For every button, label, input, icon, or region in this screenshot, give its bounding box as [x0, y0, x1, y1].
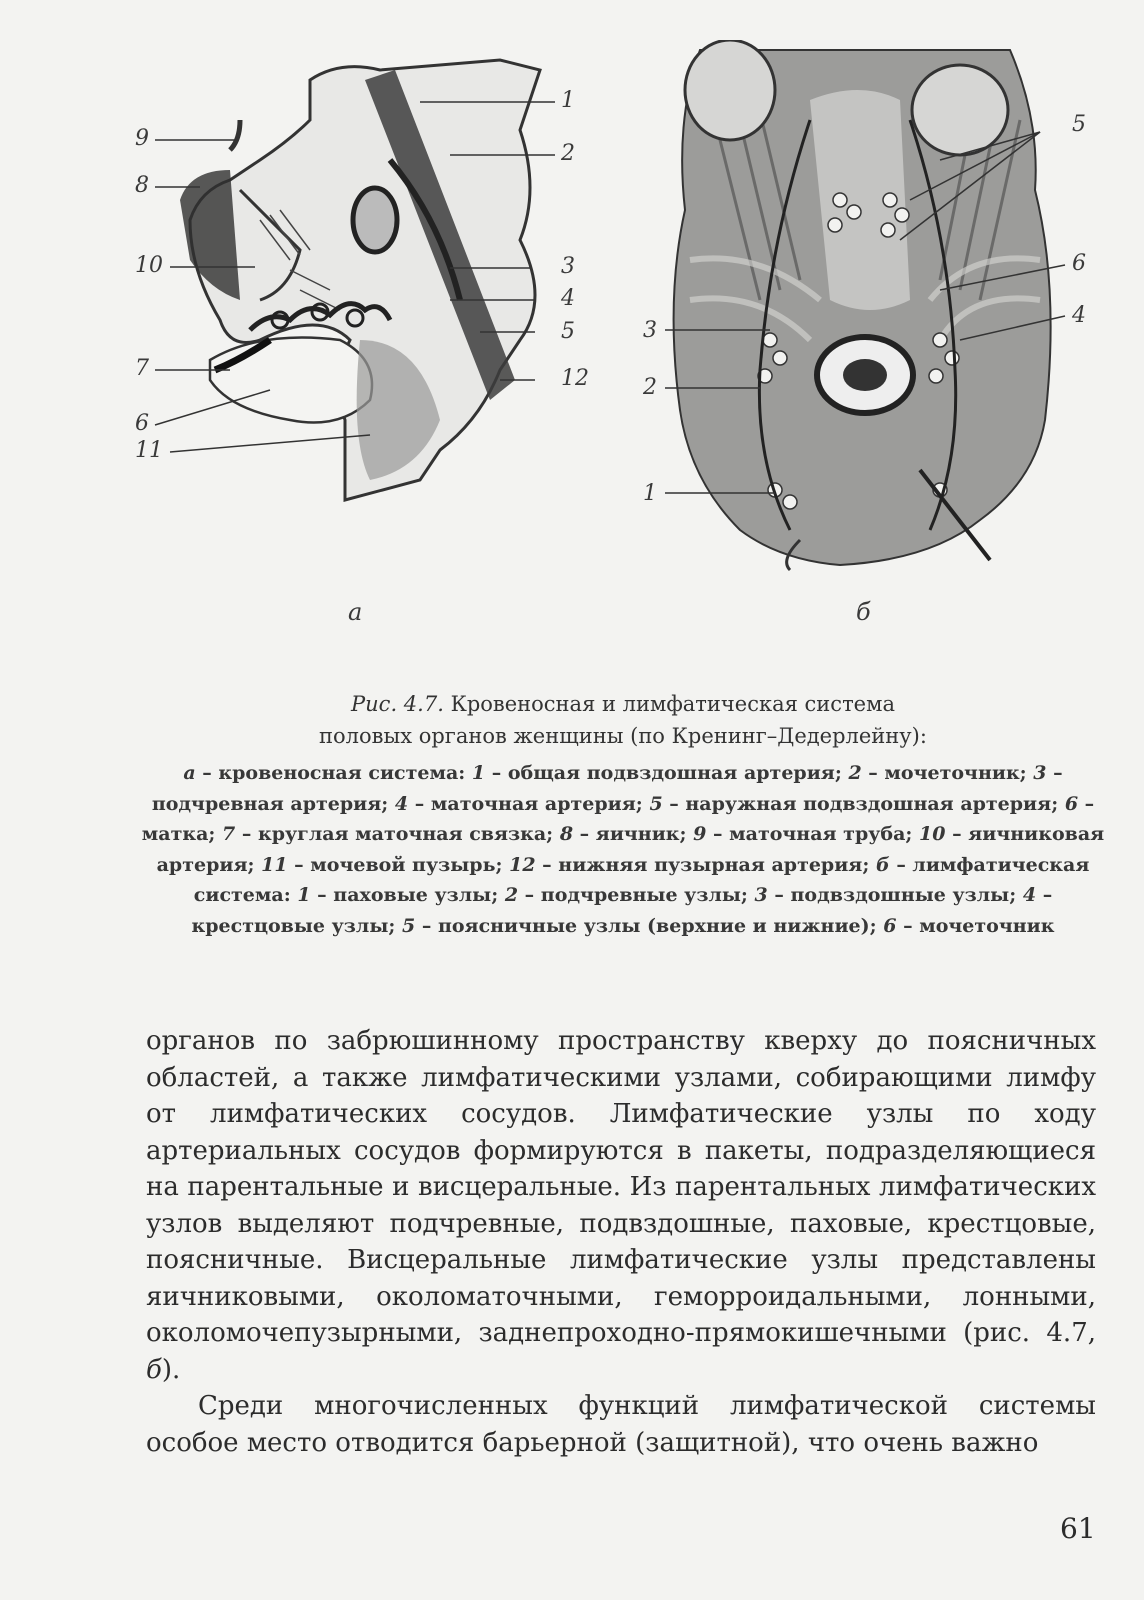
legend-text: – нижняя пузырная артерия;	[535, 853, 876, 876]
caption-title-part2: половых органов женщины (по Кренинг–Дедерлейну):	[319, 724, 927, 748]
callout-b-3: 3	[643, 318, 657, 343]
legend-text: – подвздошные узлы;	[767, 884, 1023, 906]
paragraph-2: Среди многочисленных функций лимфатической системы особое место отводится барьерной (защитной), что очень важно	[146, 1391, 1096, 1458]
figure-panel-b	[640, 40, 1110, 580]
figure-reference: Рис. 4.7.	[351, 692, 444, 716]
legend-text: – кровеносная система:	[195, 762, 472, 784]
legend-text: – общая подвздошная артерия;	[485, 762, 849, 784]
legend-key: 8	[559, 823, 574, 845]
panel-a-label: а	[348, 598, 363, 626]
legend-key: 2	[848, 762, 862, 784]
caption-legend	[140, 758, 1106, 941]
legend-text: – наружная подвздошная артерия;	[662, 792, 1065, 815]
callout-a-8: 8	[135, 173, 149, 198]
legend-key: 10	[919, 823, 946, 845]
legend-text: – поясничные узлы (верхние и нижние);	[415, 914, 884, 937]
legend-key: 5	[649, 792, 663, 815]
legend-key: 1	[471, 762, 486, 784]
paragraph-1	[146, 1023, 1096, 1388]
legend-text: – маточная артерия;	[408, 792, 650, 815]
legend-key: 6	[1064, 792, 1079, 815]
legend-text: – мочеточник	[896, 914, 1055, 937]
callout-a-11: 11	[135, 438, 163, 463]
legend-key: 4	[394, 792, 409, 815]
callout-b-6: 6	[1072, 251, 1086, 276]
body-text	[146, 1023, 1096, 1461]
legend-text: – подчревные узлы;	[518, 884, 755, 906]
legend-text: – лимфатическая система:	[193, 853, 1090, 906]
legend-text: – мочевой пузырь;	[287, 853, 510, 876]
legend-key: б	[875, 853, 890, 876]
paragraph-1-text: органов по забрюшинному пространству кверху до поясничных областей, а также лимфатическими узлами, собирающими лимфу от лимфатических сосудов. Лимфатические узлы по ходу артериальных сосудов формируются в пакеты, подразделяющиеся на парентальные и висцеральные. Из парентальных лимфатических узлов выделяют подчревные, подвздошные, паховые, крестцовые, поясничные. Висцеральные лимфатические узлы представлены яичниковыми, околоматочными, геморроидальными, лонными, околомочепузырными, заднепроходно-прямокишечными (рис. 4.7,	[146, 1026, 1096, 1348]
legend-key: 12	[509, 853, 536, 876]
caption-title	[140, 688, 1106, 752]
legend-text: – круглая маточная связка;	[235, 823, 560, 845]
legend-text: – мочеточник;	[861, 762, 1034, 784]
panel-b-label: б	[856, 598, 871, 626]
paragraph-1-ref: б	[146, 1354, 162, 1385]
legend-text: – крестцовые узлы;	[191, 884, 1053, 937]
legend-key: 11	[261, 853, 288, 876]
anatomy-illustration-b	[640, 40, 1110, 580]
legend-key: 3	[754, 884, 768, 906]
legend-key: а	[183, 762, 196, 784]
figure-panel-a	[120, 40, 620, 520]
callout-b-1: 1	[643, 481, 657, 506]
legend-key: 6	[883, 914, 897, 937]
legend-text: – маточная труба;	[706, 823, 920, 845]
callout-a-4: 4	[561, 286, 575, 311]
legend-text: – яичник;	[573, 823, 694, 845]
callout-a-5: 5	[561, 319, 575, 344]
legend-key: 4	[1022, 884, 1037, 906]
callout-a-3: 3	[561, 254, 575, 279]
legend-text: – паховые узлы;	[310, 884, 505, 906]
anatomy-illustration-a	[120, 40, 620, 520]
callout-b-4: 4	[1072, 303, 1086, 328]
legend-key: 3	[1033, 762, 1047, 784]
callout-a-9: 9	[135, 126, 149, 151]
callout-a-12: 12	[561, 366, 589, 391]
legend-text: – подчревная артерия;	[151, 762, 1063, 815]
legend-key: 1	[297, 884, 311, 906]
callout-a-1: 1	[561, 88, 575, 113]
callout-b-5: 5	[1072, 112, 1086, 137]
legend-text: – яичниковая артерия;	[156, 823, 1105, 876]
legend-key: 9	[693, 823, 707, 845]
legend-key: 2	[504, 884, 519, 906]
callout-a-6: 6	[135, 411, 149, 436]
callout-a-10: 10	[135, 253, 163, 278]
caption-title-part1: Кровеносная и лимфатическая система	[450, 692, 895, 716]
callout-a-2: 2	[561, 141, 575, 166]
callout-b-2: 2	[643, 375, 657, 400]
legend-key: 5	[402, 914, 416, 937]
legend-text: – матка;	[141, 792, 1095, 845]
callout-a-7: 7	[135, 356, 149, 381]
paragraph-1-end: ).	[161, 1354, 181, 1385]
page-number: 61	[1060, 1512, 1096, 1545]
legend-key: 7	[222, 823, 236, 845]
figure-caption	[140, 688, 1106, 941]
